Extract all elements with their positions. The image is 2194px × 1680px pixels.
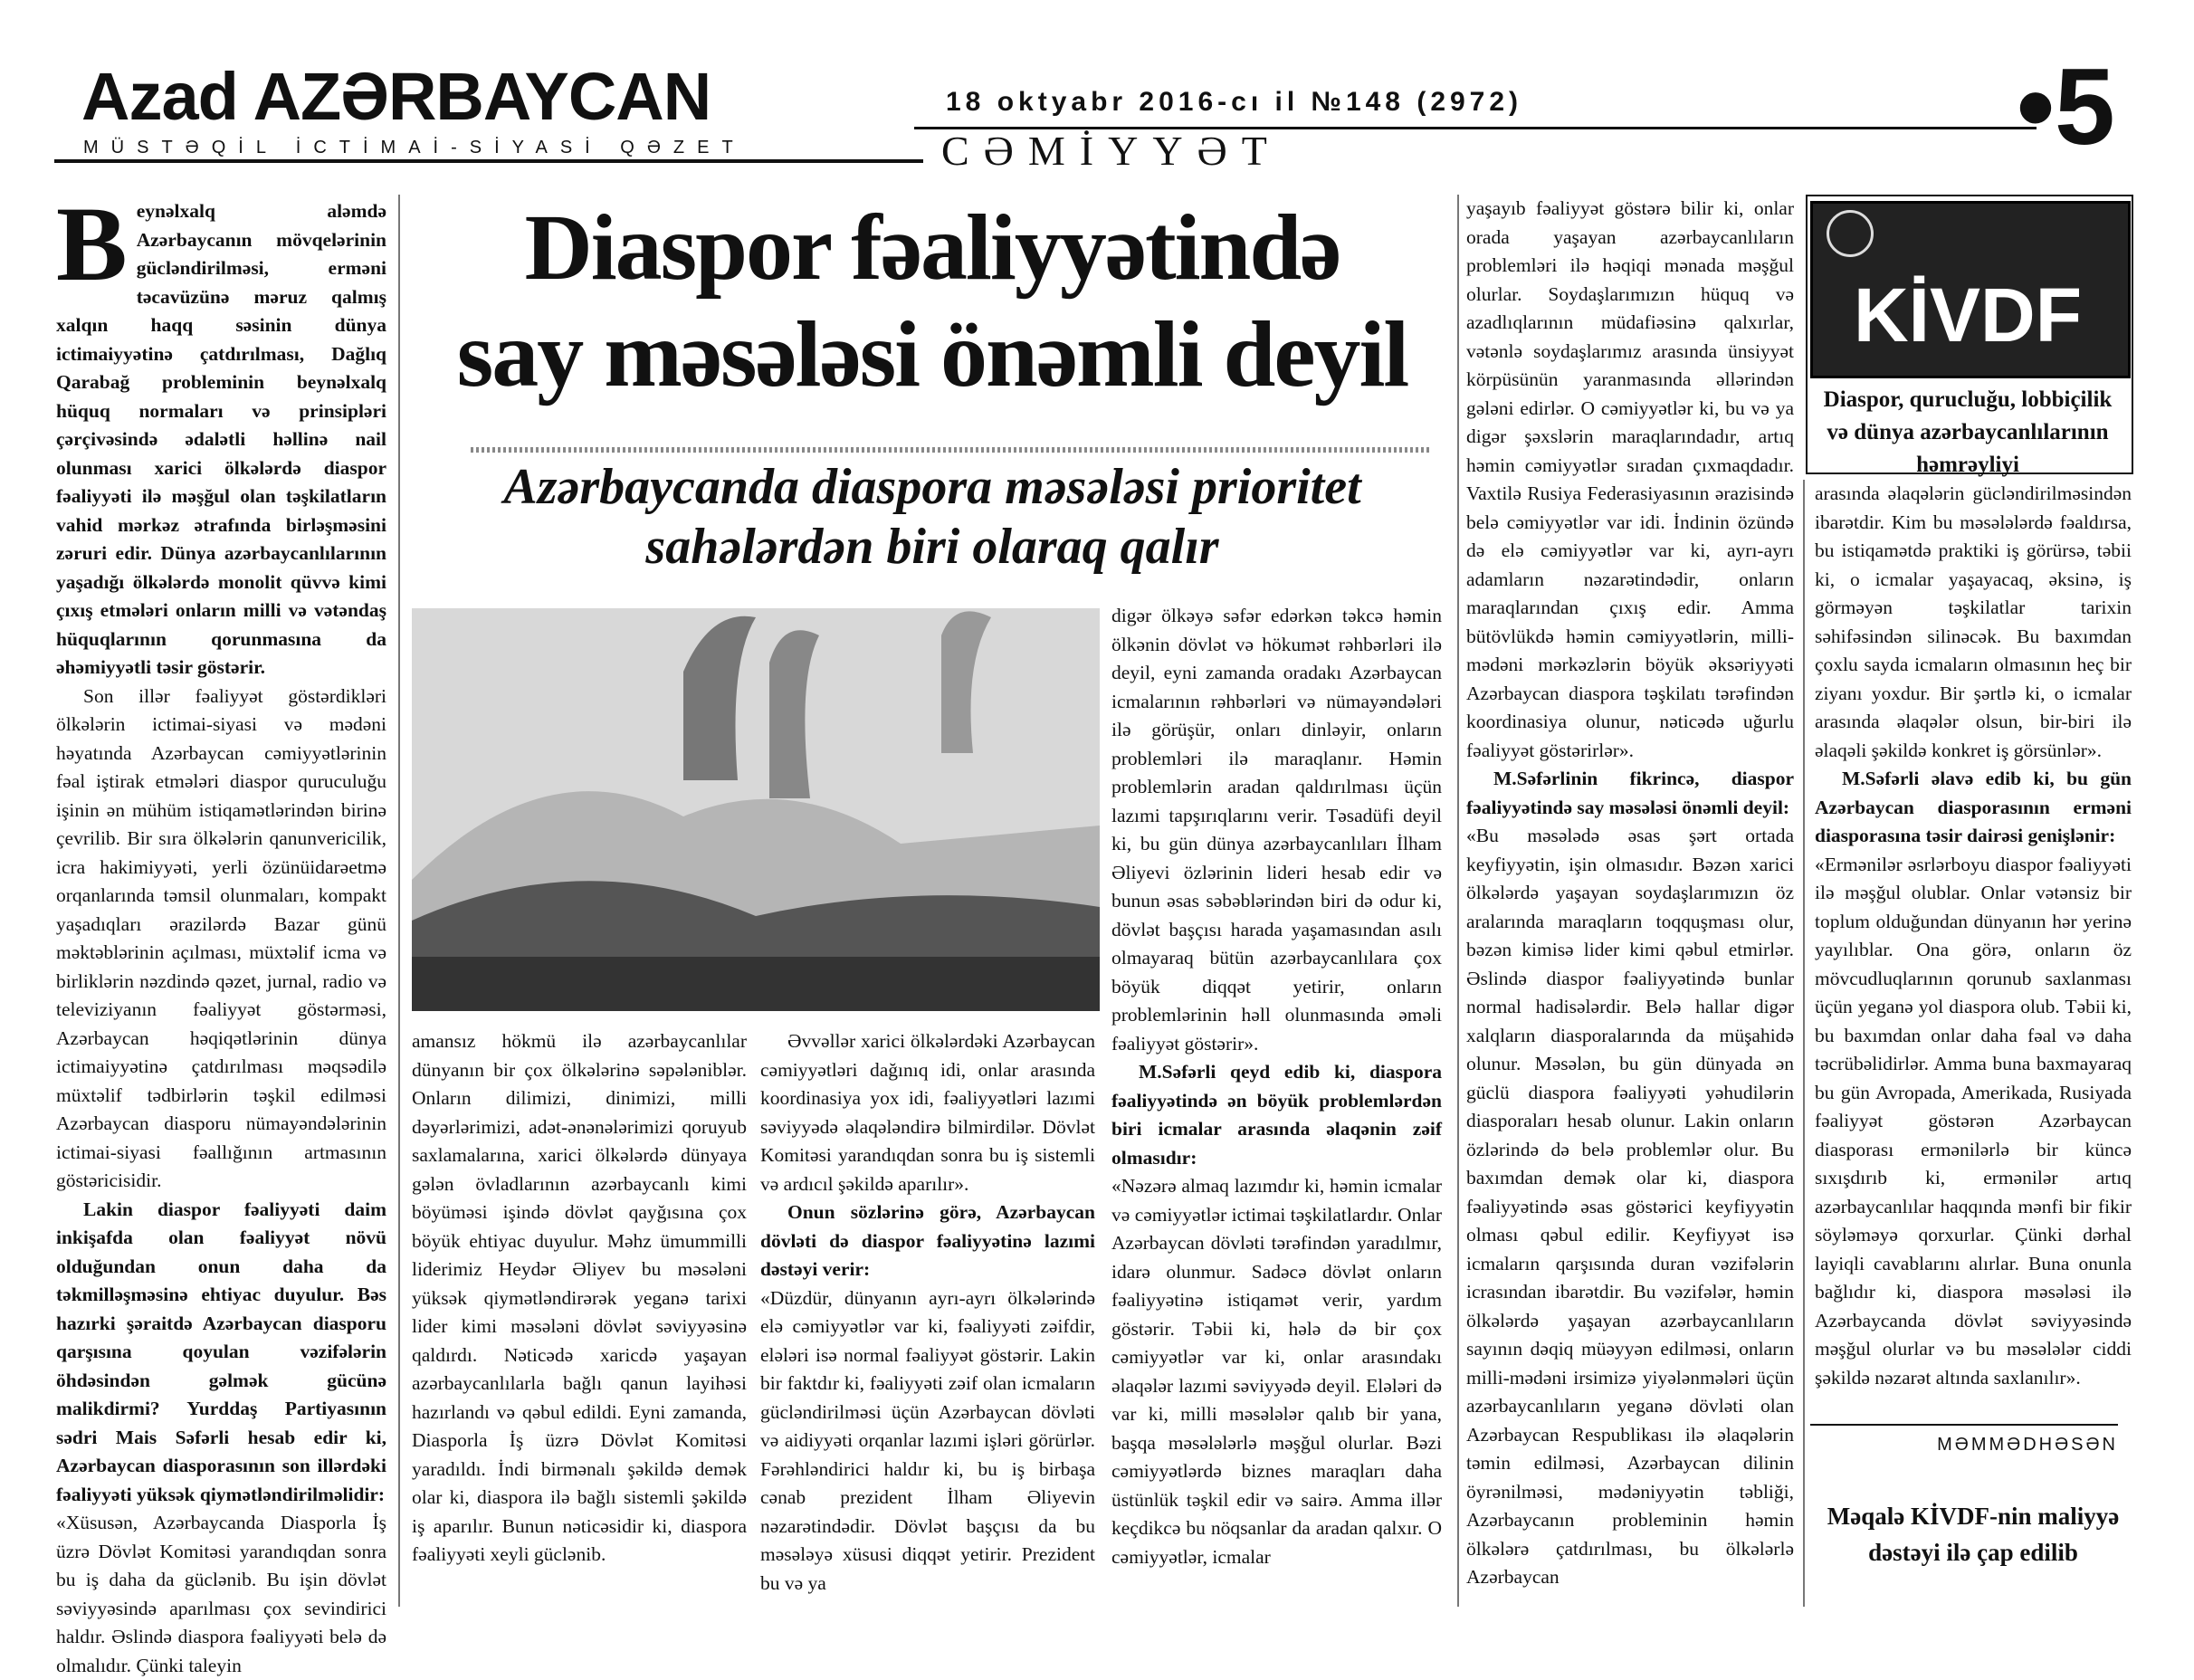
article-column-3 <box>760 1027 1095 1607</box>
article-headline <box>412 195 1453 408</box>
newspaper-tagline: MÜSTƏQİL İCTİMAİ-SİYASİ QƏZET <box>83 138 746 158</box>
article-deck <box>425 457 1439 577</box>
page-number: •5 <box>2017 46 2115 167</box>
column-paragraph: «Bu məsələdə əsas şərt ortada keyfiyyətin, işin olmasıdır. Bəzən xarici ölkələrdə yaşayan soydaşlarımızın öz aralarında maraqların toqquşması olur, bəzən kimisə lider kimi qəbul etmirlər. Əslində diaspor fəaliyyətində bunlar normal hadisələrdir. Belə hallar digər xalqların diasporalarında da müşahidə olunur. Məsələn, bu gün dünyada ən güclü diaspora fəaliyyəti yəhudilərin diasporaları hesab olunur. Lakin onların özlərində də belə problemlər olur. Bu baxımdan demək olar ki, diaspora fəaliyyətində əsas göstərici keyfiyyətin olması qəbul edilir. Keyfiyyət isə icmaların qarşısında duran vəzifələrin icrasından ibarətdir. Bu vəzifələr, həmin ölkələrdə yaşayan azərbaycanlıların sayının dəqiq müəyyən edilməsi, onların milli-mədəni irsimizə yiyələnmələri üçün azərbaycanlıların yeganə dövləti olan Azərbaycan Respublikası ilə əlaqələrin təmin edilməsi, Azərbaycan dilinin öyrənilməsi, mədəniyyətin təbliği, Azərbaycanın probleminin həmin ölkələrə çatdırılması, bu ölkələrlə Azərbaycan <box>1466 825 1794 1588</box>
deck-divider <box>471 447 1430 453</box>
newspaper-masthead: Azad AZƏRBAYCAN <box>81 59 711 134</box>
emblem-icon <box>1827 210 1874 257</box>
column-divider <box>398 195 400 1607</box>
column-divider <box>1803 480 1805 1607</box>
article-column-5 <box>1466 195 1794 1607</box>
headline-line-2: say məsələsi önəmli deyil <box>456 302 1408 406</box>
baku-flame-towers-photo <box>412 608 1100 1011</box>
kivdf-logo-text: KİVDF <box>1854 272 2082 358</box>
column-paragraph: «Xüsusən, Azərbaycanda Diasporla İş üzrə Dövlət Komitəsi yarandıqdan sonra bu iş daha da güclənib. Bu işin dövlət səviyyəsində aparılması çox sevindirici haldır. Əslində diaspora fəaliyyəti belə də olmalıdır. Çünki taleyin <box>56 1512 386 1676</box>
byline-rule <box>1810 1424 2118 1426</box>
column-paragraph: Son illər fəaliyyət göstərdikləri ölkələrin ictimai-siyasi və mədəni həyatında Azərbaycan cəmiyyətlərinin fəal iştirak etmələri diaspor quruculuğu işinin ən mühüm istiqamətlərindən birinə çevrilib. Bir sıra ölkələrin qanunvericilik, icra hakimiyyəti, yerli özünüidarəetmə orqanlarında təmsil olunmaları, kompakt yaşadıqları ərazilərdə Bazar günü məktəblərinin açılması, müxtəlif icma və birliklərin nəzdində qəzet, jurnal, radio və televiziyanın fəaliyyət göstərməsi, Azərbaycan həqiqətlərinin dünya ictimaiyyətinə çatdırılması məqsədilə müxtəlif tədbirlərin təşkil edilməsi Azərbaycan diasporu nümayəndələrinin ictimai-siyasi fəallığının artmasının göstəricisidir. <box>56 684 386 1191</box>
column-paragraph: «Ermənilər əsrlərboyu diaspor fəaliyyəti ilə məşğul olublar. Onlar vətənsiz bir toplum olduğundan dünyanın hər yerinə yayılıblar. Ona görə, onların öz mövcudluqlarının qorunub saxlanması üçün yeganə yol diaspora olub. Təbii ki, bu baxımdan onlar daha fəal və daha təcrübəlidirlər. Amma buna baxmayaraq bu gün Avropada, Amerikada, Rusiyada fəaliyyət göstərən Azərbaycan diasporası ermənilərlə bir küncə sıxışdırıb ki, ermənilər artıq azərbaycanlılar haqqında mənfi bir fikir söyləməyə qorxurlar. Çünki dərhal layiqli cavablarını alırlar. Buna onunla bağlıdır ki, diaspora məsələsi ilə Azərbaycanda dövlət səviyyəsində məşğul olurlar və bu məsələlər ciddi şəkildə nəzarət altında saxlanılır». <box>1815 853 2132 1389</box>
deck-line-2: sahələrdən biri olaraq qalır <box>645 519 1219 575</box>
column-paragraph: M.Səfərli qeyd edib ki, diaspora fəaliyyətində ən böyük problemlərdən biri icmalar arasında əlaqənin zəif olmasıdır: <box>1111 1061 1442 1169</box>
kivdf-logo-caption: Diaspor, qurucluğu, lobbiçilik və dünya azərbaycanlılarının həmrəyliyi <box>1823 387 2113 477</box>
drop-cap: B <box>56 185 128 303</box>
section-title: CƏMİYYƏT <box>941 128 1282 174</box>
article-column-1 <box>56 185 386 1676</box>
masthead-rule <box>54 159 923 163</box>
column-paragraph: arasında əlaqələrin gücləndirilməsindən ibarətdir. Kim bu məsələlərdə fəaldırsa, bu istiqamətdə praktiki iş görürsə, təbii ki, o icmalar yaşayacaq, əksinə, iş görməyən təşkilatlar tarixin səhifəsindən silinəcək. Bu baxımdan çoxlu sayda icmaların olmasının heç bir ziyanı yoxdur. Bir şərtlə ki, o icmalar arasında əlaqələr olsun, bir-biri ilə əlaqəli şəkildə konkret iş görsünlər». <box>1815 482 2132 761</box>
article-byline: MƏMMƏDHƏSƏN <box>1937 1435 2118 1455</box>
article-column-6 <box>1815 480 2132 1412</box>
column-paragraph: digər ölkəyə səfər edərkən təkcə həmin ölkənin dövlət və hökumət rəhbərləri ilə deyil, eyni zamanda oradakı Azərbaycan icmalarının rəhbərləri və nümayəndələri ilə görüşür, onları dinləyir, onların problemləri ilə maraqlanır. Həmin problemlərin aradan qaldırılması üçün lazımi tapşırıqlarını verir. Təsadüfi deyil ki, bu gün dünya azərbaycanlıları İlham Əliyevi özlərinin lideri hesab edir və bunun əsas səbəblərindən biri də odur ki, dövlət başçısı harada yaşamasından asılı olmayaraq bütün azərbaycanlılara çox böyük diqqət yetirir, onların problemlərinin həll olunmasında əməli fəaliyyət göstərir». <box>1111 605 1442 1055</box>
column-paragraph: Əvvəllər xarici ölkələrdəki Azərbaycan cəmiyyətləri dağınıq idi, onlar arasında koordinasiya yox idi, fəaliyyətləri lazımi səviyyədə əlaqələndirə bilmirdilər. Dövlət Komitəsi yarandıqdan sonra bu iş sistemli və ardıcıl şəkildə aparılır». <box>760 1030 1095 1195</box>
column-paragraph: «Düzdür, dünyanın ayrı-ayrı ölkələrində elə cəmiyyətlər var ki, fəaliyyəti zəifdir, elələri isə normal fəaliyyət göstərir. Lakin bir faktdır ki, fəaliyyəti zəif olan icmaların gücləndirilməsi üçün Azərbaycan dövləti və aidiyyəti orqanlar lazımi işləri görürlər. Fərəhləndirici haldır ki, bu iş birbaşa cənab prezident İlham Əliyevin nəzarətindədir. Dövlət başçısı da bu məsələyə xüsusi diqqət yetirir. Prezident bu və ya <box>760 1286 1095 1594</box>
headline-line-1: Diaspor fəaliyyətində <box>524 196 1340 300</box>
column-paragraph: M.Səfərli əlavə edib ki, bu gün Azərbaycan diasporasının erməni diasporasına təsir dairəsi genişlənir: <box>1815 768 2132 846</box>
column-paragraph: yaşayıb fəaliyyət göstərə bilir ki, onlar orada yaşayan azərbaycanlıların problemləri ilə həqiqi mənada məşğul olurlar. Soydaşlarımızın hüquq və azadlıqlarının müdafiəsinə qalxırlar, vətənlə soydaşlarımız arasında ünsiyyət körpüsünün yaranmasında əllərindən gələni edirlər. O cəmiyyətlər ki, bu və ya digər şəxslərin maraqlarındadır, artıq həmin cəmiyyətlər sıradan çıxmaqdadır. Vaxtilə Rusiya Federasiyasının ərazisində belə cəmiyyətlər var idi. İndinin özündə də elə cəmiyyətlər var ki, ayrı-ayrı adamların nəzarətindədir, onların maraqlarından çıxış edir. Amma bütövlükdə həmin cəmiyyətlərin, milli-mədəni mərkəzlərin böyük əksəriyyəti Azərbaycan diaspora təşkilatı tərəfindən koordinasiya olunur, nəticədə uğurlu fəaliyyət göstərirlər». <box>1466 197 1794 761</box>
column-paragraph: Onun sözlərinə görə, Azərbaycan dövləti də diaspor fəaliyyətinə lazımi dəstəyi verir: <box>760 1201 1095 1280</box>
column-paragraph: «Nəzərə almaq lazımdır ki, həmin icmalar və cəmiyyətlər ictimai təşkilatlardır. Onlar Azərbaycan dövləti tərəfindən yaradılmır, idarə olunmur. Sadəcə dövlət onların fəaliyyətinə istiqamət verir, yardım göstərir. Təbii ki, hələ də bir çox cəmiyyətlər var ki, onlar arasındakı əlaqələr lazımi səviyyədə deyil. Elələri də var ki, milli məsələlər qalıb bir yana, başqa məsələlərlə məşğul olurlar. Bəzi cəmiyyətlərdə biznes maraqları daha üstünlük təşkil edir və sairə. Amma illər keçdikcə bu nöqsanlar da aradan qalxır. O cəmiyyətlər, icmalar <box>1111 1175 1442 1568</box>
column-divider <box>1457 195 1459 1607</box>
column-paragraph: Lakin diaspor fəaliyyəti daim inkişafda olan fəaliyyət növü olduğundan onun daha da təkmilləşməsinə ehtiyac duyulur. Bəs hazırki şəraitdə Azərbaycan diasporu qarşısına qoyulan vəzifələrin öhdəsindən gəlmək gücünə malikdirmi? Yurddaş Partiyasının sədri Mais Səfərli hesab edir ki, Azərbaycan diasporasının son illərdəki fəaliyyəti yüksək qiymətləndirilməlidir: <box>56 1198 386 1505</box>
article-column-2 <box>412 1027 747 1607</box>
column-paragraph: eynəlxalq aləmdə Azərbaycanın mövqelərinin gücləndirilməsi, erməni təcavüzünə məruz qalmış xalqın haqq səsinin dünya ictimaiyyətinə çatdırılması, Dağlıq Qarabağ probleminin beynəlxalq hüquq normaları və prinsipləri çərçivəsində ədalətli həllinə nail olunması xarici ölkələrdə diaspor fəaliyyəti ilə məşğul olan təşkilatların vahid mərkəz ətrafında birləşməsini zəruri edir. Dünya azərbaycanlılarının yaşadığı ölkələrdə monolit qüvvə kimi çıxış etmələri onların milli və vətəndaş hüquqlarının qorunmasına da əhəmiyyətli təsir göstərir. <box>56 200 386 678</box>
deck-line-1: Azərbaycanda diaspora məsələsi prioritet <box>503 459 1361 515</box>
photo-illustration <box>412 608 1100 1011</box>
column-paragraph: M.Səfərlinin fikrincə, diaspor fəaliyyətində say məsələsi önəmli deyil: <box>1466 768 1794 818</box>
issue-date: 18 oktyabr 2016-cı il №148 (2972) <box>946 87 1523 117</box>
article-column-4 <box>1111 602 1442 1607</box>
funding-credit: Məqalə KİVDF-nin maliyyə dəstəyi ilə çap edilib <box>1827 1503 2120 1566</box>
column-paragraph: amansız hökmü ilə azərbaycanlılar dünyanın bir çox ölkələrinə səpələniblər. Onların dilimizi, dinimizi, milli dəyərlərimizi, adət-ənənələrimizi qoruyub saxlamalarına, xarici ölkələrdə dünyaya gələn övladlarının azərbaycanlı kimi böyüməsi işində dövlət qayğısına çox böyük ehtiyac duyulur. Məhz ümummilli liderimiz Heydər Əliyev bu məsələni yüksək qiymətləndirərək yeganə tarixi lider kimi məsələni dövlət səviyyəsinə qaldırdı. Nəticədə xaricdə yaşayan azərbaycanlılarla bağlı qanun layihəsi hazırlandı və qəbul edildi. Eyni zamanda, Diasporla İş üzrə Dövlət Komitəsi yaradıldı. İndi birmənalı şəkildə demək olar ki, diaspora ilə bağlı sistemli şəkildə iş aparılır. Bunun nəticəsidir ki, diaspora fəaliyyəti xeyli güclənib. <box>412 1030 747 1565</box>
